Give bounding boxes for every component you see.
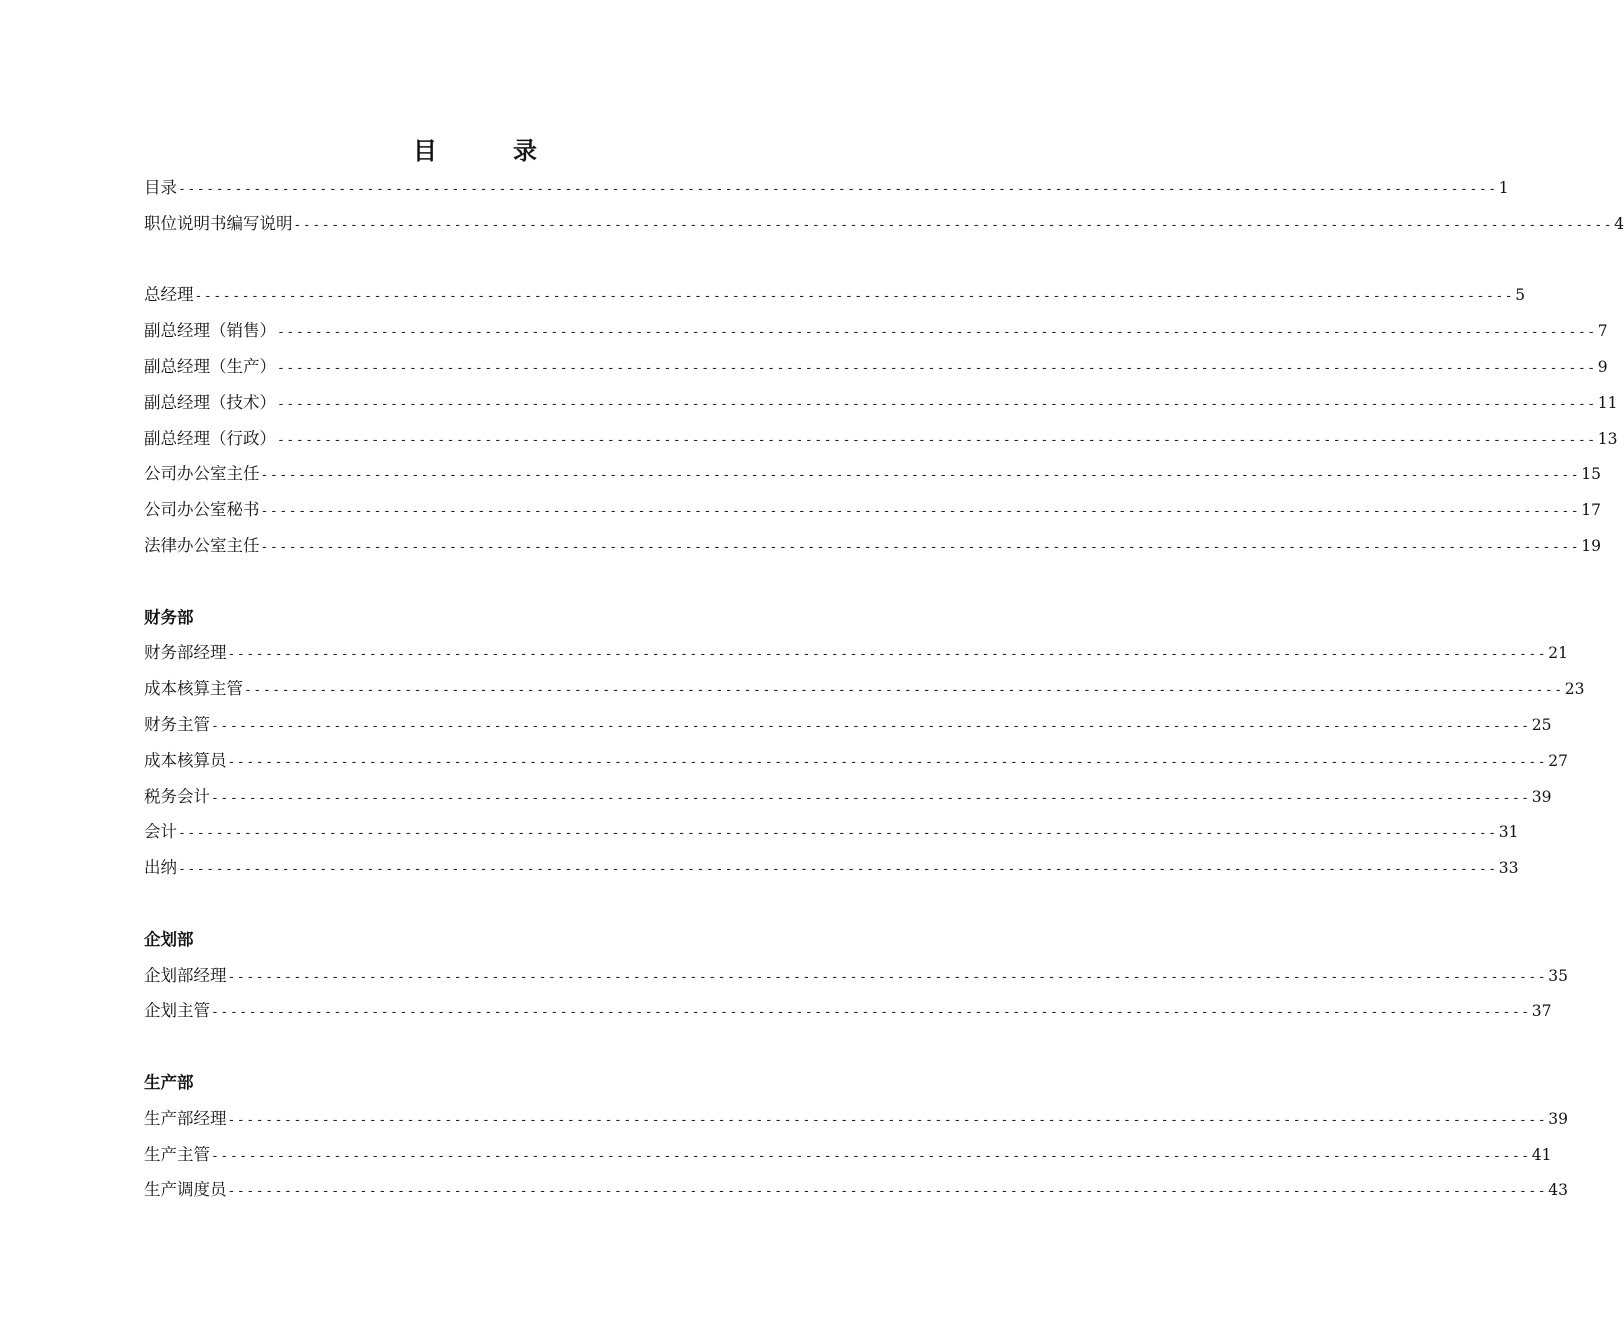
toc-entry-label: 生产部经理: [144, 1108, 227, 1128]
toc-entry[interactable]: [144, 421, 1618, 457]
dot-leader: --------------------------------------------------------------------------------------------------------------------------------------------: [211, 1005, 1531, 1021]
toc-entry-label: 目录: [144, 178, 177, 197]
toc-entry-label: 副总经理（销售）: [144, 321, 276, 341]
toc-entry[interactable]: [144, 385, 1618, 421]
dot-leader: --------------------------------------------------------------------------------------------------------------------------------------------: [194, 289, 1515, 305]
toc-entry-label: 财务主管: [144, 714, 210, 734]
toc-entry[interactable]: [144, 456, 1601, 492]
toc-entry[interactable]: [144, 1101, 1568, 1137]
toc-entry[interactable]: [144, 850, 1519, 886]
toc-entry[interactable]: [144, 993, 1552, 1029]
toc-entry[interactable]: [144, 1137, 1552, 1173]
toc-entry[interactable]: [144, 528, 1601, 564]
dot-leader: --------------------------------------------------------------------------------------------------------------------------------------------: [277, 396, 1597, 412]
toc-entry[interactable]: [144, 958, 1568, 994]
toc-entry-label: 公司办公室秘书: [144, 500, 260, 520]
toc-entry[interactable]: [144, 635, 1568, 671]
toc-entry-page: 23: [1564, 680, 1585, 699]
dot-leader: --------------------------------------------------------------------------------------------------------------------------------------------: [244, 683, 1564, 699]
toc-entry-label: 副总经理（行政）: [144, 428, 276, 448]
dot-leader: --------------------------------------------------------------------------------------------------------------------------------------------: [227, 1112, 1548, 1128]
toc-entry-page: 19: [1581, 536, 1601, 555]
toc-entry-page: 7: [1597, 322, 1608, 341]
toc-entry-label: 出纳: [144, 858, 177, 878]
toc-entry-page: 35: [1548, 966, 1568, 985]
dot-leader: --------------------------------------------------------------------------------------------------------------------------------------------: [211, 718, 1531, 734]
toc-entry[interactable]: [144, 206, 1624, 242]
section-heading-planning: 企划部: [144, 929, 194, 949]
toc-entry[interactable]: [144, 743, 1568, 779]
dot-leader: --------------------------------------------------------------------------------------------------------------------------------------------: [277, 325, 1597, 341]
dot-leader: --------------------------------------------------------------------------------------------------------------------------------------------: [293, 217, 1614, 233]
toc-entry-page: 17: [1581, 501, 1601, 520]
toc-entry-page: 21: [1548, 644, 1568, 663]
dot-leader: --------------------------------------------------------------------------------------------------------------------------------------------: [227, 754, 1548, 770]
section-spacer: [144, 886, 766, 922]
toc-entry-page: 31: [1498, 823, 1519, 842]
toc-entry-label: 总经理: [144, 285, 194, 305]
toc-entry-page: 27: [1548, 751, 1568, 770]
toc-entry-label: 企划主管: [144, 1001, 210, 1021]
section-spacer: [144, 242, 766, 278]
dot-leader: --------------------------------------------------------------------------------------------------------------------------------------------: [260, 539, 1581, 555]
toc-entry-page: 9: [1597, 357, 1608, 376]
toc-entry-label: 副总经理（生产）: [144, 356, 276, 376]
dot-leader: --------------------------------------------------------------------------------------------------------------------------------------------: [178, 862, 1498, 878]
toc-entry-page: 11: [1597, 393, 1618, 412]
toc-entry[interactable]: [144, 814, 1519, 850]
dot-leader: --------------------------------------------------------------------------------------------------------------------------------------------: [260, 504, 1581, 520]
toc-entry-page: 39: [1531, 787, 1552, 806]
toc-entry[interactable]: [144, 170, 1509, 206]
toc-entry-label: 法律办公室主任: [144, 535, 260, 555]
toc-entry-label: 职位说明书编写说明: [144, 213, 293, 233]
dot-leader: --------------------------------------------------------------------------------------------------------------------------------------------: [178, 826, 1498, 842]
toc-entry-label: 税务会计: [144, 786, 210, 806]
toc-entry-label: 生产主管: [144, 1144, 210, 1164]
dot-leader: --------------------------------------------------------------------------------------------------------------------------------------------: [227, 647, 1548, 663]
toc-entry-page: 43: [1548, 1181, 1568, 1200]
toc-entry-label: 副总经理（技术）: [144, 392, 276, 412]
dot-leader: --------------------------------------------------------------------------------------------------------------------------------------------: [227, 1184, 1548, 1200]
title-char-2: 录: [513, 137, 537, 165]
section-spacer: [144, 1029, 766, 1065]
toc-entry-page: 15: [1581, 465, 1601, 484]
toc-entry-page: 5: [1515, 286, 1526, 305]
toc-entry[interactable]: [144, 671, 1585, 707]
dot-leader: --------------------------------------------------------------------------------------------------------------------------------------------: [211, 790, 1531, 806]
toc-entry-label: 生产调度员: [144, 1180, 227, 1200]
toc-entry-page: 33: [1498, 859, 1519, 878]
dot-leader: --------------------------------------------------------------------------------------------------------------------------------------------: [227, 969, 1548, 985]
title-char-1: 目: [413, 137, 437, 165]
dot-leader: --------------------------------------------------------------------------------------------------------------------------------------------: [277, 360, 1597, 376]
toc-entry[interactable]: [144, 277, 1526, 313]
toc-entry-label: 会计: [144, 822, 177, 842]
toc-entry-label: 公司办公室主任: [144, 464, 260, 484]
toc-entry-page: 41: [1531, 1145, 1552, 1164]
dot-leader: --------------------------------------------------------------------------------------------------------------------------------------------: [260, 468, 1581, 484]
toc-entry-label: 企划部经理: [144, 965, 227, 985]
toc-entry-page: 25: [1531, 715, 1552, 734]
dot-leader: --------------------------------------------------------------------------------------------------------------------------------------------: [211, 1148, 1531, 1164]
toc-entry-label: 成本核算员: [144, 750, 227, 770]
toc-entry-page: 1: [1498, 179, 1509, 197]
toc-entry[interactable]: [144, 707, 1552, 743]
toc-entry-label: 成本核算主管: [144, 679, 243, 699]
toc-entry-page: 13: [1597, 429, 1618, 448]
dot-leader: --------------------------------------------------------------------------------------------------------------------------------------------: [277, 432, 1597, 448]
dot-leader: --------------------------------------------------------------------------------------------------------------------------------------------: [178, 182, 1498, 197]
toc-entry[interactable]: [144, 313, 1608, 349]
toc-entry-label: 财务部经理: [144, 643, 227, 663]
page-title: [0, 133, 950, 169]
toc-entry-page: 4: [1614, 214, 1624, 233]
section-spacer: [144, 564, 766, 600]
section-heading-finance: 财务部: [144, 607, 194, 627]
toc-entry[interactable]: [144, 492, 1601, 528]
toc-entry-page: 37: [1531, 1002, 1552, 1021]
toc-entry[interactable]: [144, 1172, 1568, 1208]
toc-entry[interactable]: [144, 779, 1552, 815]
toc-entry[interactable]: [144, 349, 1608, 385]
toc-entry-page: 39: [1548, 1109, 1568, 1128]
section-heading-production: 生产部: [144, 1072, 194, 1092]
table-of-contents: [144, 170, 1624, 1208]
